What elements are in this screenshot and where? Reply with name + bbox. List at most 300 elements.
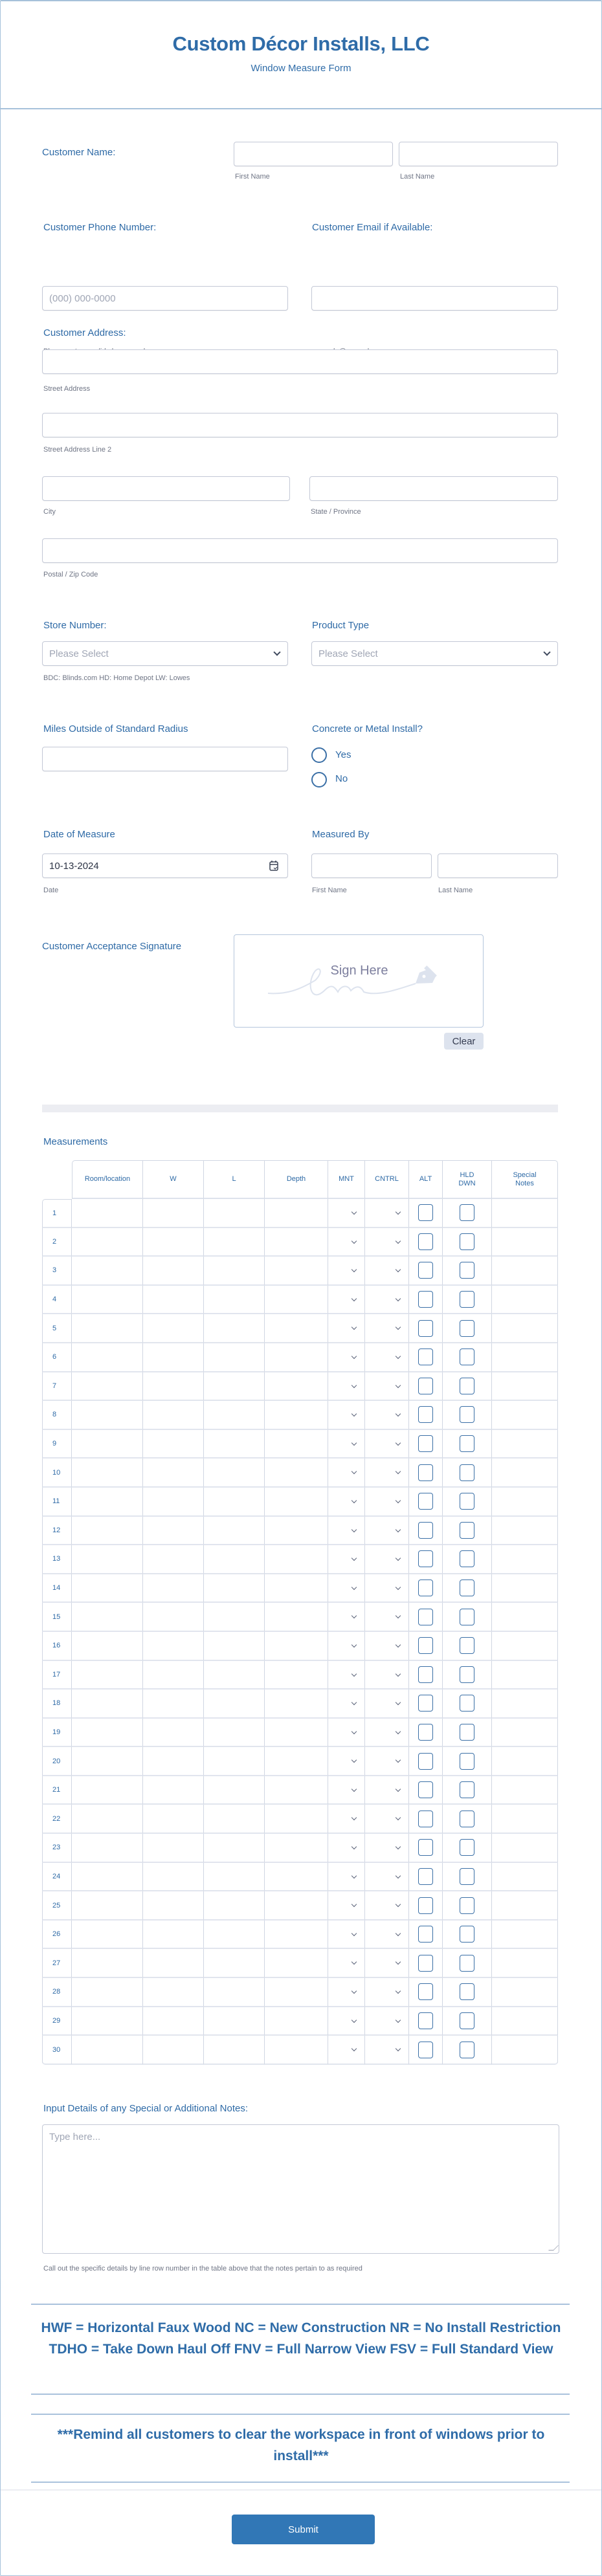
special-notes-cell[interactable] — [492, 1603, 558, 1632]
hld-dwn-checkbox[interactable] — [460, 1724, 474, 1741]
room-location-cell[interactable] — [72, 1545, 143, 1574]
alt-checkbox[interactable] — [418, 1839, 433, 1856]
special-notes-cell[interactable] — [492, 1286, 558, 1315]
hld-dwn-checkbox[interactable] — [460, 1839, 474, 1856]
depth-cell[interactable] — [265, 2007, 328, 2036]
width-cell[interactable] — [143, 1632, 204, 1661]
width-cell[interactable] — [143, 1834, 204, 1863]
special-notes-cell[interactable] — [492, 1545, 558, 1574]
room-location-cell[interactable] — [72, 2036, 143, 2065]
width-cell[interactable] — [143, 1257, 204, 1286]
alt-checkbox[interactable] — [418, 1435, 433, 1452]
alt-checkbox[interactable] — [418, 1983, 433, 2000]
cntrl-select[interactable] — [365, 1488, 409, 1517]
length-cell[interactable] — [204, 1863, 265, 1892]
hld-dwn-checkbox[interactable] — [460, 1580, 474, 1596]
depth-cell[interactable] — [265, 1488, 328, 1517]
room-location-cell[interactable] — [72, 1401, 143, 1430]
hld-dwn-checkbox[interactable] — [460, 1291, 474, 1308]
hld-dwn-checkbox[interactable] — [460, 1435, 474, 1452]
room-location-cell[interactable] — [72, 1776, 143, 1805]
hld-dwn-checkbox[interactable] — [460, 1262, 474, 1279]
measured-by-first-name-input[interactable] — [311, 853, 432, 878]
hld-dwn-checkbox[interactable] — [460, 1926, 474, 1943]
room-location-cell[interactable] — [72, 1834, 143, 1863]
room-location-cell[interactable] — [72, 1517, 143, 1546]
length-cell[interactable] — [204, 1488, 265, 1517]
special-notes-cell[interactable] — [492, 1488, 558, 1517]
mnt-select[interactable] — [328, 1891, 365, 1921]
cntrl-select[interactable] — [365, 1632, 409, 1661]
hld-dwn-checkbox[interactable] — [460, 1781, 474, 1798]
special-notes-cell[interactable] — [492, 1891, 558, 1921]
length-cell[interactable] — [204, 1603, 265, 1632]
width-cell[interactable] — [143, 1228, 204, 1257]
width-cell[interactable] — [143, 1314, 204, 1343]
depth-cell[interactable] — [265, 1314, 328, 1343]
col-header: Special Notes — [492, 1160, 558, 1199]
mnt-select[interactable] — [328, 1719, 365, 1748]
width-cell[interactable] — [143, 1805, 204, 1834]
room-location-cell[interactable] — [72, 1747, 143, 1776]
miles-input[interactable] — [42, 747, 288, 771]
cntrl-select[interactable] — [365, 1978, 409, 2007]
mnt-select[interactable] — [328, 1661, 365, 1690]
radio-yes-label[interactable]: Yes — [335, 749, 351, 760]
special-notes-cell[interactable] — [492, 1314, 558, 1343]
length-cell[interactable] — [204, 1430, 265, 1459]
mnt-select[interactable] — [328, 1747, 365, 1776]
special-notes-cell[interactable] — [492, 1574, 558, 1603]
resize-handle-icon[interactable] — [548, 2245, 559, 2251]
alt-checkbox[interactable] — [418, 1666, 433, 1683]
state-input[interactable] — [309, 476, 558, 501]
width-cell[interactable] — [143, 1891, 204, 1921]
radio-yes[interactable] — [311, 747, 327, 763]
hld-dwn-checkbox[interactable] — [460, 1695, 474, 1712]
special-notes-cell[interactable] — [492, 1978, 558, 2007]
mnt-select[interactable] — [328, 1863, 365, 1892]
width-cell[interactable] — [143, 1545, 204, 1574]
alt-checkbox[interactable] — [418, 1926, 433, 1943]
city-input[interactable] — [42, 476, 290, 501]
depth-cell[interactable] — [265, 1199, 328, 1228]
length-cell[interactable] — [204, 1747, 265, 1776]
alt-checkbox[interactable] — [418, 1378, 433, 1394]
depth-cell[interactable] — [265, 1805, 328, 1834]
width-cell[interactable] — [143, 1603, 204, 1632]
alt-checkbox[interactable] — [418, 1609, 433, 1625]
room-location-cell[interactable] — [72, 1863, 143, 1892]
hld-dwn-checkbox[interactable] — [460, 1753, 474, 1770]
email-input[interactable] — [311, 286, 558, 311]
depth-cell[interactable] — [265, 1286, 328, 1315]
hld-dwn-checkbox[interactable] — [460, 1233, 474, 1250]
depth-cell[interactable] — [265, 1747, 328, 1776]
length-cell[interactable] — [204, 1372, 265, 1402]
width-cell[interactable] — [143, 1430, 204, 1459]
special-notes-cell[interactable] — [492, 1257, 558, 1286]
width-cell[interactable] — [143, 2007, 204, 2036]
notes-textarea[interactable]: Type here... — [42, 2124, 559, 2254]
room-location-cell[interactable] — [72, 1632, 143, 1661]
special-notes-cell[interactable] — [492, 1949, 558, 1978]
special-notes-cell[interactable] — [492, 1661, 558, 1690]
room-location-cell[interactable] — [72, 1603, 143, 1632]
length-cell[interactable] — [204, 1891, 265, 1921]
mnt-select[interactable] — [328, 1921, 365, 1950]
mnt-select[interactable] — [328, 1343, 365, 1372]
width-cell[interactable] — [143, 1690, 204, 1719]
length-cell[interactable] — [204, 1690, 265, 1719]
depth-cell[interactable] — [265, 1343, 328, 1372]
special-notes-cell[interactable] — [492, 1834, 558, 1863]
length-cell[interactable] — [204, 1805, 265, 1834]
alt-checkbox[interactable] — [418, 1955, 433, 1972]
cntrl-select[interactable] — [365, 2036, 409, 2065]
width-cell[interactable] — [143, 1574, 204, 1603]
special-notes-cell[interactable] — [492, 1517, 558, 1546]
alt-checkbox[interactable] — [418, 1291, 433, 1308]
special-notes-cell[interactable] — [492, 1343, 558, 1372]
length-cell[interactable] — [204, 2007, 265, 2036]
alt-checkbox[interactable] — [418, 1724, 433, 1741]
length-cell[interactable] — [204, 1719, 265, 1748]
alt-checkbox[interactable] — [418, 1320, 433, 1337]
mnt-select[interactable] — [328, 1199, 365, 1228]
room-location-cell[interactable] — [72, 1459, 143, 1488]
length-cell[interactable] — [204, 2036, 265, 2065]
hld-dwn-checkbox[interactable] — [460, 1637, 474, 1654]
depth-cell[interactable] — [265, 1921, 328, 1950]
alt-checkbox[interactable] — [418, 1349, 433, 1365]
hld-dwn-checkbox[interactable] — [460, 2012, 474, 2029]
room-location-cell[interactable] — [72, 1228, 143, 1257]
length-cell[interactable] — [204, 1199, 265, 1228]
cntrl-select[interactable] — [365, 1228, 409, 1257]
mnt-select[interactable] — [328, 1776, 365, 1805]
room-location-cell[interactable] — [72, 1719, 143, 1748]
mnt-select[interactable] — [328, 1834, 365, 1863]
length-cell[interactable] — [204, 1401, 265, 1430]
length-cell[interactable] — [204, 1921, 265, 1950]
alt-checkbox[interactable] — [418, 1781, 433, 1798]
hld-dwn-checkbox[interactable] — [460, 1522, 474, 1539]
cntrl-select[interactable] — [365, 1314, 409, 1343]
clear-signature-button[interactable]: Clear — [444, 1033, 484, 1050]
hld-dwn-checkbox[interactable] — [460, 1666, 474, 1683]
mnt-select[interactable] — [328, 1488, 365, 1517]
depth-cell[interactable] — [265, 1834, 328, 1863]
cntrl-select[interactable] — [365, 1805, 409, 1834]
alt-checkbox[interactable] — [418, 1695, 433, 1712]
width-cell[interactable] — [143, 1459, 204, 1488]
hld-dwn-checkbox[interactable] — [460, 1609, 474, 1625]
mnt-select[interactable] — [328, 1459, 365, 1488]
width-cell[interactable] — [143, 1343, 204, 1372]
mnt-select[interactable] — [328, 1228, 365, 1257]
alt-checkbox[interactable] — [418, 1204, 433, 1221]
length-cell[interactable] — [204, 1661, 265, 1690]
depth-cell[interactable] — [265, 1661, 328, 1690]
cntrl-select[interactable] — [365, 1343, 409, 1372]
room-location-cell[interactable] — [72, 1286, 143, 1315]
hld-dwn-checkbox[interactable] — [460, 1983, 474, 2000]
depth-cell[interactable] — [265, 1574, 328, 1603]
depth-cell[interactable] — [265, 1430, 328, 1459]
date-input[interactable]: 10-13-2024 — [42, 853, 288, 878]
cntrl-select[interactable] — [365, 1603, 409, 1632]
width-cell[interactable] — [143, 2036, 204, 2065]
customer-last-name-input[interactable] — [399, 142, 558, 166]
width-cell[interactable] — [143, 1949, 204, 1978]
room-location-cell[interactable] — [72, 1488, 143, 1517]
alt-checkbox[interactable] — [418, 1753, 433, 1770]
width-cell[interactable] — [143, 1517, 204, 1546]
mnt-select[interactable] — [328, 1372, 365, 1402]
length-cell[interactable] — [204, 1459, 265, 1488]
special-notes-cell[interactable] — [492, 1632, 558, 1661]
length-cell[interactable] — [204, 1314, 265, 1343]
hld-dwn-checkbox[interactable] — [460, 1464, 474, 1481]
hld-dwn-checkbox[interactable] — [460, 1868, 474, 1885]
mnt-select[interactable] — [328, 1690, 365, 1719]
special-notes-cell[interactable] — [492, 1921, 558, 1950]
cntrl-select[interactable] — [365, 1719, 409, 1748]
depth-cell[interactable] — [265, 1228, 328, 1257]
hld-dwn-checkbox[interactable] — [460, 1493, 474, 1510]
length-cell[interactable] — [204, 1949, 265, 1978]
alt-checkbox[interactable] — [418, 2042, 433, 2058]
hld-dwn-checkbox[interactable] — [460, 1204, 474, 1221]
length-cell[interactable] — [204, 1776, 265, 1805]
radio-no-label[interactable]: No — [335, 773, 348, 784]
hld-dwn-checkbox[interactable] — [460, 1406, 474, 1423]
cntrl-select[interactable] — [365, 1891, 409, 1921]
room-location-cell[interactable] — [72, 1574, 143, 1603]
depth-cell[interactable] — [265, 1372, 328, 1402]
depth-cell[interactable] — [265, 1891, 328, 1921]
alt-checkbox[interactable] — [418, 1550, 433, 1567]
length-cell[interactable] — [204, 1228, 265, 1257]
special-notes-cell[interactable] — [492, 1719, 558, 1748]
hld-dwn-checkbox[interactable] — [460, 1349, 474, 1365]
depth-cell[interactable] — [265, 1690, 328, 1719]
room-location-cell[interactable] — [72, 1921, 143, 1950]
width-cell[interactable] — [143, 1661, 204, 1690]
depth-cell[interactable] — [265, 1632, 328, 1661]
measured-by-last-name-input[interactable] — [438, 853, 558, 878]
cntrl-select[interactable] — [365, 1430, 409, 1459]
submit-button[interactable]: Submit — [232, 2515, 375, 2544]
zip-code-input[interactable] — [42, 538, 558, 563]
mnt-select[interactable] — [328, 1574, 365, 1603]
depth-cell[interactable] — [265, 1257, 328, 1286]
width-cell[interactable] — [143, 1286, 204, 1315]
room-location-cell[interactable] — [72, 1949, 143, 1978]
chevron-down-icon — [396, 1238, 401, 1243]
radio-no[interactable] — [311, 772, 327, 787]
room-location-cell[interactable] — [72, 1690, 143, 1719]
special-notes-cell[interactable] — [492, 1459, 558, 1488]
alt-checkbox[interactable] — [418, 1897, 433, 1914]
length-cell[interactable] — [204, 1517, 265, 1546]
width-cell[interactable] — [143, 1488, 204, 1517]
width-cell[interactable] — [143, 1776, 204, 1805]
room-location-cell[interactable] — [72, 1978, 143, 2007]
calendar-icon[interactable] — [269, 860, 279, 872]
depth-cell[interactable] — [265, 1545, 328, 1574]
alt-checkbox[interactable] — [418, 1233, 433, 1250]
signature-pad[interactable] — [234, 934, 484, 1028]
mnt-select[interactable] — [328, 1632, 365, 1661]
cntrl-select[interactable] — [365, 1747, 409, 1776]
depth-cell[interactable] — [265, 1978, 328, 2007]
hld-dwn-checkbox[interactable] — [460, 2042, 474, 2058]
mnt-select[interactable] — [328, 1430, 365, 1459]
room-location-cell[interactable] — [72, 2007, 143, 2036]
cntrl-select[interactable] — [365, 1949, 409, 1978]
cntrl-select[interactable] — [365, 1517, 409, 1546]
cntrl-select[interactable] — [365, 1661, 409, 1690]
mnt-select[interactable] — [328, 1805, 365, 1834]
cntrl-select[interactable] — [365, 1921, 409, 1950]
special-notes-cell[interactable] — [492, 1690, 558, 1719]
alt-checkbox[interactable] — [418, 1637, 433, 1654]
product-type-select[interactable]: Please Select — [311, 641, 558, 666]
alt-checkbox[interactable] — [418, 1493, 433, 1510]
room-location-cell[interactable] — [72, 1257, 143, 1286]
depth-cell[interactable] — [265, 1517, 328, 1546]
hld-dwn-checkbox[interactable] — [460, 1320, 474, 1337]
special-notes-cell[interactable] — [492, 1430, 558, 1459]
hld-dwn-checkbox[interactable] — [460, 1811, 474, 1827]
alt-checkbox[interactable] — [418, 1580, 433, 1596]
width-cell[interactable] — [143, 1719, 204, 1748]
room-location-cell[interactable] — [72, 1199, 143, 1228]
alt-checkbox[interactable] — [418, 1868, 433, 1885]
mnt-select[interactable] — [328, 2036, 365, 2065]
special-notes-cell[interactable] — [492, 2036, 558, 2065]
cntrl-select[interactable] — [365, 1574, 409, 1603]
width-cell[interactable] — [143, 1401, 204, 1430]
special-notes-cell[interactable] — [492, 1863, 558, 1892]
cntrl-select[interactable] — [365, 1776, 409, 1805]
room-location-cell[interactable] — [72, 1430, 143, 1459]
cntrl-select[interactable] — [365, 1834, 409, 1863]
cntrl-select[interactable] — [365, 1257, 409, 1286]
special-notes-cell[interactable] — [492, 1199, 558, 1228]
special-notes-cell[interactable] — [492, 2007, 558, 2036]
special-notes-cell[interactable] — [492, 1228, 558, 1257]
depth-cell[interactable] — [265, 1603, 328, 1632]
cntrl-select[interactable] — [365, 2007, 409, 2036]
mnt-select[interactable] — [328, 2007, 365, 2036]
length-cell[interactable] — [204, 1257, 265, 1286]
length-cell[interactable] — [204, 1632, 265, 1661]
alt-cell — [409, 2036, 443, 2065]
special-notes-cell[interactable] — [492, 1401, 558, 1430]
room-location-cell[interactable] — [72, 1805, 143, 1834]
street-address-line2-input[interactable] — [42, 413, 558, 437]
depth-cell[interactable] — [265, 1863, 328, 1892]
alt-checkbox[interactable] — [418, 1811, 433, 1827]
room-location-cell[interactable] — [72, 1661, 143, 1690]
mnt-select[interactable] — [328, 1286, 365, 1315]
street-address-input[interactable] — [42, 349, 558, 374]
alt-checkbox[interactable] — [418, 1464, 433, 1481]
cntrl-select[interactable] — [365, 1690, 409, 1719]
cntrl-select[interactable] — [365, 1401, 409, 1430]
alt-checkbox[interactable] — [418, 1406, 433, 1423]
hld-dwn-checkbox[interactable] — [460, 1378, 474, 1394]
customer-first-name-input[interactable] — [234, 142, 393, 166]
mnt-select[interactable] — [328, 1517, 365, 1546]
hld-dwn-checkbox[interactable] — [460, 1897, 474, 1914]
cntrl-select[interactable] — [365, 1459, 409, 1488]
phone-input[interactable]: (000) 000-0000 — [42, 286, 288, 311]
room-location-cell[interactable] — [72, 1343, 143, 1372]
length-cell[interactable] — [204, 1343, 265, 1372]
length-cell[interactable] — [204, 1574, 265, 1603]
depth-cell[interactable] — [265, 1949, 328, 1978]
room-location-cell[interactable] — [72, 1372, 143, 1402]
cntrl-select[interactable] — [365, 1199, 409, 1228]
mnt-select[interactable] — [328, 1978, 365, 2007]
depth-cell[interactable] — [265, 2036, 328, 2065]
depth-cell[interactable] — [265, 1719, 328, 1748]
cntrl-select[interactable] — [365, 1545, 409, 1574]
special-notes-cell[interactable] — [492, 1372, 558, 1402]
mnt-select[interactable] — [328, 1257, 365, 1286]
depth-cell[interactable] — [265, 1776, 328, 1805]
alt-checkbox[interactable] — [418, 1522, 433, 1539]
mnt-select[interactable] — [328, 1401, 365, 1430]
width-cell[interactable] — [143, 1199, 204, 1228]
special-notes-cell[interactable] — [492, 1805, 558, 1834]
length-cell[interactable] — [204, 1834, 265, 1863]
hld-dwn-checkbox[interactable] — [460, 1955, 474, 1972]
mnt-select[interactable] — [328, 1949, 365, 1978]
cntrl-select[interactable] — [365, 1863, 409, 1892]
width-cell[interactable] — [143, 1978, 204, 2007]
room-location-cell[interactable] — [72, 1891, 143, 1921]
special-notes-cell[interactable] — [492, 1776, 558, 1805]
chevron-down-icon — [396, 1354, 401, 1359]
depth-cell[interactable] — [265, 1459, 328, 1488]
width-cell[interactable] — [143, 1747, 204, 1776]
width-cell[interactable] — [143, 1372, 204, 1402]
mnt-select[interactable] — [328, 1314, 365, 1343]
depth-cell[interactable] — [265, 1401, 328, 1430]
width-cell[interactable] — [143, 1863, 204, 1892]
mnt-select[interactable] — [328, 1545, 365, 1574]
alt-checkbox[interactable] — [418, 1262, 433, 1279]
mnt-select[interactable] — [328, 1603, 365, 1632]
width-cell[interactable] — [143, 1921, 204, 1950]
hld-dwn-checkbox[interactable] — [460, 1550, 474, 1567]
alt-checkbox[interactable] — [418, 2012, 433, 2029]
length-cell[interactable] — [204, 1978, 265, 2007]
cntrl-select[interactable] — [365, 1286, 409, 1315]
length-cell[interactable] — [204, 1545, 265, 1574]
cntrl-select[interactable] — [365, 1372, 409, 1402]
room-location-cell[interactable] — [72, 1314, 143, 1343]
store-number-select[interactable]: Please Select — [42, 641, 288, 666]
length-cell[interactable] — [204, 1286, 265, 1315]
row-number: 30 — [42, 2036, 72, 2065]
special-notes-cell[interactable] — [492, 1747, 558, 1776]
